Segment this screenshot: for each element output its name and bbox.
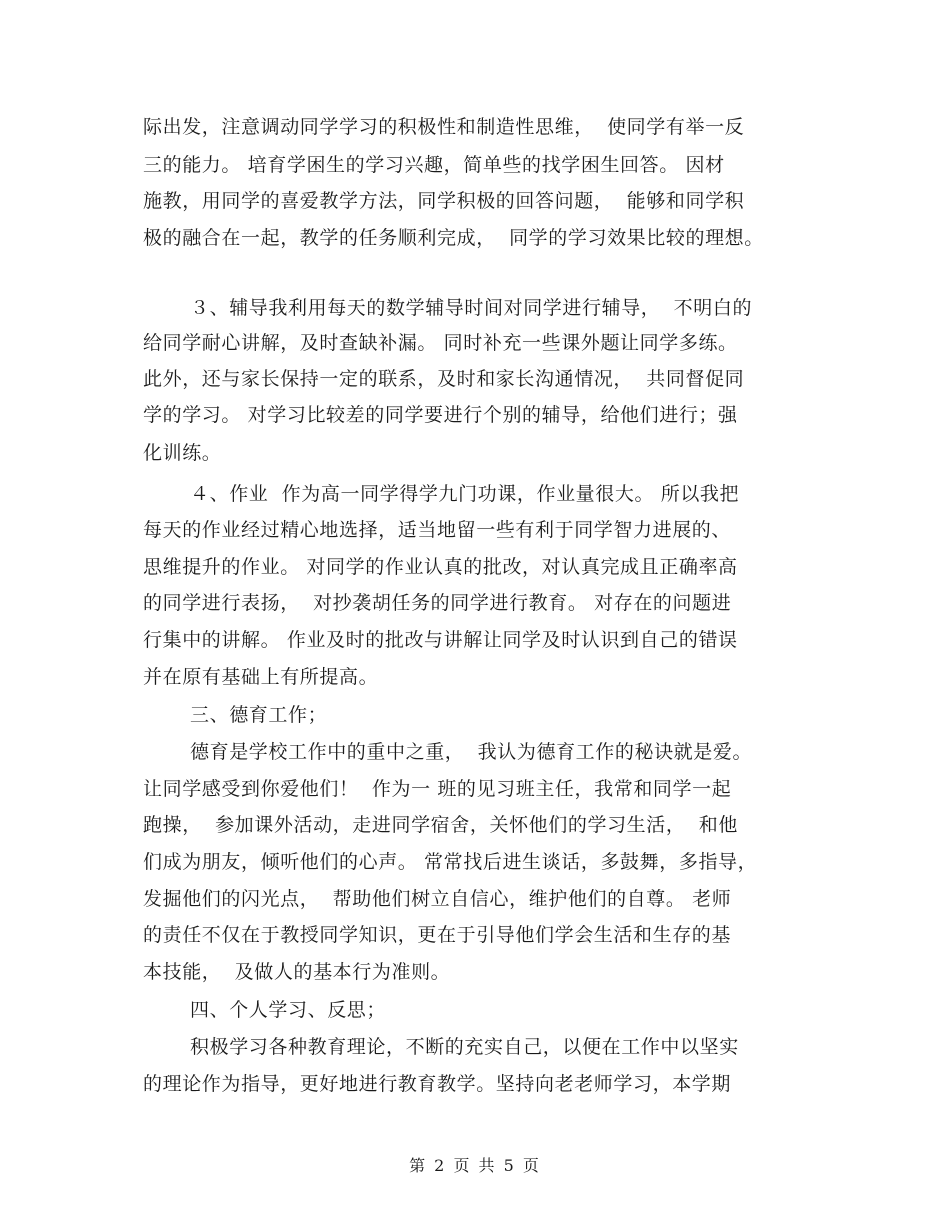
text-line: 们成为朋友，倾听他们的心声。 常常找后进生谈话，多鼓舞，多指导，: [143, 851, 758, 873]
text-line: 此外，还与家长保持一定的联系，及时和家长沟通情况， 共同督促同: [143, 368, 745, 390]
text-line: ３、辅导我利用每天的数学辅导时间对同学进行辅导， 不明白的: [190, 297, 753, 319]
text-line: 的责任不仅在于教授同学知识，更在于引导他们学会生活和生存的基: [143, 924, 732, 946]
text-line: 的同学进行表扬， 对抄袭胡任务的同学进行教育。 对存在的问题进: [143, 592, 732, 614]
text-line: 化训练。: [143, 442, 222, 464]
text-line: 发掘他们的闪光点， 帮助他们树立自信心，维护他们的自尊。 老师: [143, 888, 732, 910]
text-line: 并在原有基础上有所提高。: [143, 666, 379, 688]
section-heading: 四、个人学习、反思；: [190, 999, 387, 1021]
text-line: ４、作业 作为高一同学得学九门功课，作业量很大。 所以我把: [190, 483, 740, 505]
text-line: 学的学习。 对学习比较差的同学要进行个别的辅导，给他们进行；强: [143, 404, 738, 426]
text-line: 施教，用同学的喜爱教学方法，同学积极的回答问题， 能够和同学积: [143, 190, 745, 212]
text-line: 德育是学校工作中的重中之重， 我认为德育工作的秘诀就是爱。: [190, 741, 753, 763]
text-line: 每天的作业经过精心地选择，适当地留一些有利于同学智力进展的、: [143, 519, 732, 541]
text-line: 三的能力。 培育学困生的学习兴趣，简单些的找学困生回答。 因材: [143, 154, 725, 176]
page-number-footer: 第 2 页 共 5 页: [409, 1156, 541, 1175]
text-line: 给同学耐心讲解，及时查缺补漏。 同时补充一些课外题让同学多练。: [143, 332, 738, 354]
text-line: 思维提升的作业。 对同学的作业认真的批改，对认真完成且正确率高: [143, 556, 738, 578]
text-line: 的理论作为指导，更好地进行教育教学。坚持向老老师学习，本学期: [143, 1073, 732, 1095]
text-line: 际出发，注意调动同学学习的积极性和制造性思维， 使同学有举一反: [143, 116, 745, 138]
text-line: 让同学感受到你爱他们！ 作为一 班的见习班主任，我常和同学一起: [143, 778, 732, 800]
text-line: 本技能， 及做人的基本行为准则。: [143, 961, 451, 983]
text-line: 积极学习各种教育理论，不断的充实自己，以便在工作中以坚实: [190, 1036, 739, 1058]
text-line: 极的融合在一起，教学的任务顺利完成， 同学的学习效果比较的理想。: [143, 227, 764, 249]
text-line: 行集中的讲解。 作业及时的批改与讲解让同学及时认识到自己的错误: [143, 629, 738, 651]
section-heading: 三、德育工作；: [190, 704, 328, 726]
text-line: 跑操， 参加课外活动，走进同学宿舍，关怀他们的学习生活， 和他: [143, 814, 738, 836]
